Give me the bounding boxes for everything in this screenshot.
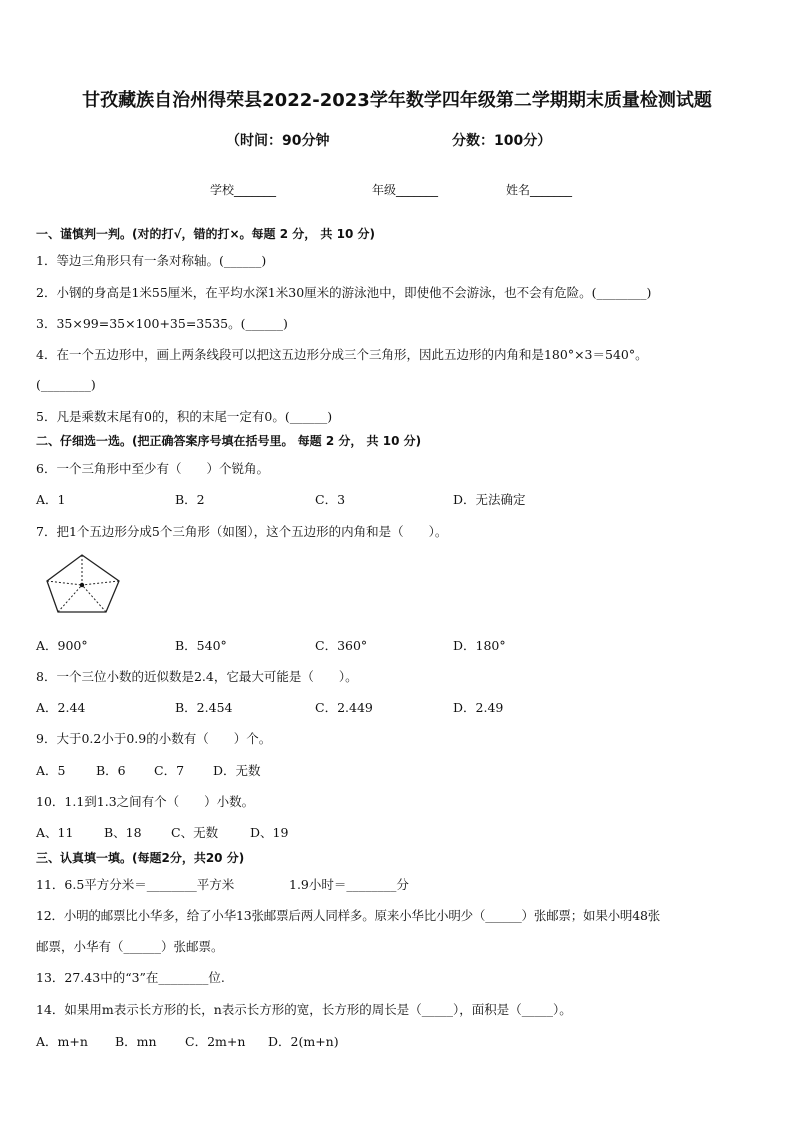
grade-field: 年级_______ [372,183,439,197]
question-13: 13．27.43中的“3”在________位. [36,970,225,985]
option-b: B．mn [115,1034,157,1049]
question-14: 14．如果用m表示长方形的长，n表示长方形的宽，长方形的周长是（_____），面积是（_____）。 [36,1002,572,1017]
exam-score: 分数：100分） [452,133,552,149]
question-12: 12．小明的邮票比小华多，给了小华13张邮票后两人同样多。原来小华比小明少（______）张邮票；如果小明48张 [36,908,661,923]
option-d: D．无法确定 [453,492,526,507]
exam-title: 甘孜藏族自治州得荣县2022-2023学年数学四年级第二学期期末质量检测试题 [82,90,712,111]
section-2-heading: 二、仔细选一选。(把正确答案序号填在括号里。 每题 2 分， 共 10 分) [36,434,422,448]
option-c: C．2.449 [315,700,373,715]
option-c: C、无数 [171,825,219,840]
question-11-part-a: 11．6.5平方分米＝________平方米 [36,877,235,892]
option-a: A．5 [36,763,66,778]
question-11-part-b: 1.9小时＝________分 [289,877,409,892]
question-8: 8．一个三位小数的近似数是2.4，它最大可能是（ ）。 [36,669,358,684]
option-d: D．2(m+n) [268,1034,339,1049]
option-b: B．6 [96,763,126,778]
exam-time: （时间：90分钟 [226,133,330,149]
option-d: D．无数 [213,763,261,778]
option-d: D、19 [250,825,289,840]
option-c: C．2m+n [185,1034,246,1049]
option-b: B、18 [104,825,142,840]
question-4: 4．在一个五边形中，画上两条线段可以把这五边形分成三个三角形，因此五边形的内角和是180°×3＝540°。 [36,347,648,362]
pentagon-center-dot [80,583,84,587]
option-a: A、11 [36,825,74,840]
option-a: A．900° [36,638,88,653]
section-3-heading: 三、认真填一填。(每题2分，共20 分) [36,851,245,865]
option-d: D．2.49 [453,700,504,715]
option-c: C．3 [315,492,346,507]
option-c: C．7 [154,763,185,778]
option-a: A．m+n [36,1034,88,1049]
option-b: B．2 [175,492,205,507]
option-d: D．180° [453,638,506,653]
question-7: 7．把1个五边形分成5个三角形（如图），这个五边形的内角和是（ ）。 [36,524,448,539]
option-a: A．2.44 [36,700,86,715]
option-b: B．2.454 [175,700,233,715]
question-12-continued: 邮票，小华有（______）张邮票。 [36,939,224,954]
question-3: 3．35×99=35×100+35=3535。(______) [36,316,288,331]
option-c: C．360° [315,638,368,653]
question-2: 2．小钢的身高是1米55厘米，在平均水深1米30厘米的游泳池中，即使他不会游泳，也不会有危险。(________) [36,285,652,300]
question-10: 10．1.1到1.3之间有个（ ）小数。 [36,794,255,809]
question-4-answer: (________) [36,377,96,392]
question-11 [36,875,409,893]
question-5: 5．凡是乘数末尾有0的，积的末尾一定有0。(______) [36,409,333,424]
name-field: 姓名_______ [506,183,573,197]
option-a: A．1 [36,492,66,507]
question-9: 9．大于0.2小于0.9的小数有（ ）个。 [36,731,272,746]
question-6: 6．一个三角形中至少有（ ）个锐角。 [36,461,269,476]
section-1-heading: 一、谨慎判一判。(对的打√，错的打×。每题 2 分， 共 10 分) [36,227,375,241]
question-1: 1．等边三角形只有一条对称轴。(______) [36,253,267,268]
pentagon-figure [44,552,124,616]
school-field: 学校_______ [210,183,277,197]
option-b: B．540° [175,638,227,653]
